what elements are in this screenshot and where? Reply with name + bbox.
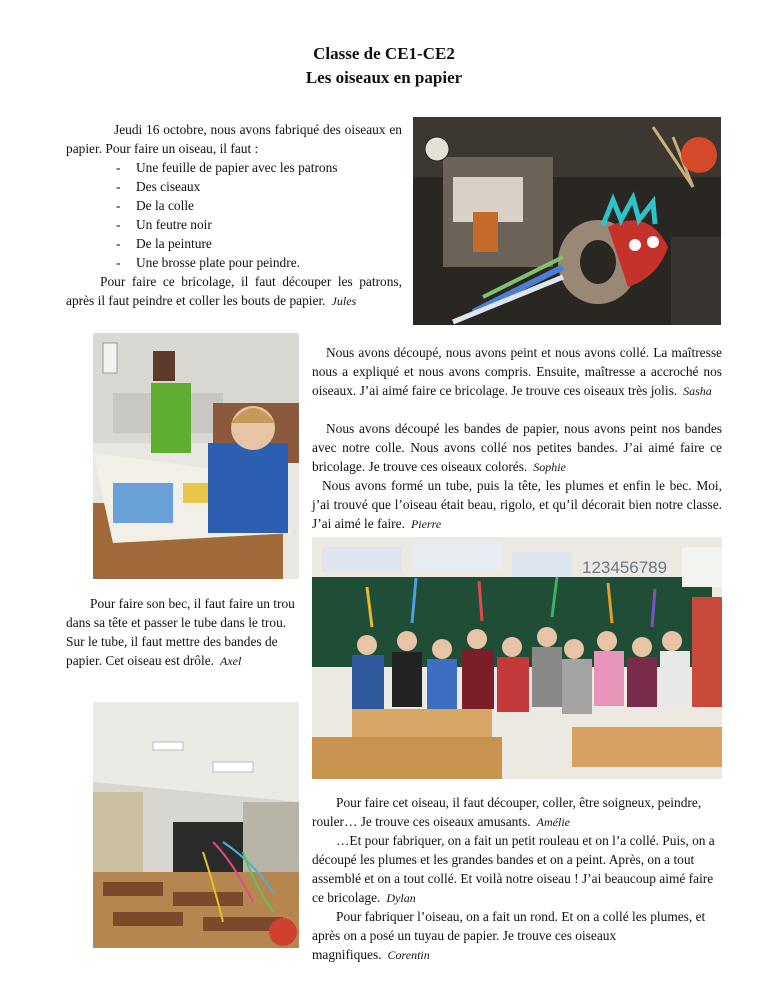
amelie-paragraph bbox=[312, 793, 726, 832]
corentin-text: Pour fabriquer l’oiseau, on a fait un rond. Et on a collé les plumes, et après on a posé un tuyau de papier. Je trouve ces oiseaux magnifiques. bbox=[312, 909, 706, 962]
material-item: - Des ciseaux bbox=[116, 177, 402, 196]
author-dylan: Dylan bbox=[386, 891, 416, 905]
material-item: - De la colle bbox=[116, 196, 402, 215]
corentin-paragraph bbox=[312, 907, 726, 965]
materials-list bbox=[116, 158, 402, 272]
pierre-paragraph bbox=[312, 476, 722, 534]
photo-classroom-ceiling bbox=[93, 702, 299, 948]
author-pierre: Pierre bbox=[410, 517, 442, 531]
author-jules: Jules bbox=[331, 294, 357, 308]
author-corentin: Corentin bbox=[387, 948, 430, 962]
photo-children-crafting bbox=[93, 333, 299, 579]
photo-class-group bbox=[312, 537, 722, 779]
author-axel: Axel bbox=[220, 654, 242, 668]
sophie-text: Nous avons découpé les bandes de papier, nous avons peint nos bandes avec notre colle. Nous avons collé nos petites bandes. J’ai aimé faire ce bricolage. Je trouve ces oiseaux colorés. bbox=[312, 421, 722, 474]
material-item: - Une brosse plate pour peindre. bbox=[116, 253, 402, 272]
amelie-text: Pour faire cet oiseau, il faut découper, coller, être soigneux, peindre, rouler… Je trouve ces oiseaux amusants. bbox=[312, 795, 702, 829]
axel-paragraph bbox=[66, 594, 304, 671]
author-sasha: Sasha bbox=[683, 384, 712, 398]
author-sophie: Sophie bbox=[533, 460, 566, 474]
material-item: - Un feutre noir bbox=[116, 215, 402, 234]
material-item: - Une feuille de papier avec les patrons bbox=[116, 158, 402, 177]
board-digits: 123456789 bbox=[582, 558, 668, 577]
pierre-text: Nous avons formé un tube, puis la tête, les plumes et enfin le bec. Moi, j’ai trouvé que l’oiseau était beau, rigolo, et qu’il décorait bien notre classe. J’ai aimé le faire. bbox=[312, 478, 722, 531]
page-subtitle: Les oiseaux en papier bbox=[305, 68, 463, 87]
axel-text: Pour faire son bec, il faut faire un trou dans sa tête et passer le tube dans le trou. Sur le tube, il faut mettre des bandes de papier. Cet oiseau est drôle. bbox=[66, 596, 295, 668]
photo-hanging-bird bbox=[413, 117, 721, 325]
jules-outro: Pour faire ce bricolage, il faut découper les patrons, après il faut peindre et coller les bouts de papier. bbox=[66, 274, 402, 308]
jules-intro: Jeudi 16 octobre, nous avons fabriqué des oiseaux en papier. Pour faire un oiseau, il faut : bbox=[66, 122, 402, 156]
page-title: Classe de CE1-CE2 bbox=[313, 44, 455, 63]
sasha-paragraph bbox=[312, 343, 722, 401]
sophie-paragraph bbox=[312, 419, 722, 477]
author-amelie: Amélie bbox=[536, 815, 570, 829]
sasha-text: Nous avons découpé, nous avons peint et nous avons collé. La maîtresse nous a expliqué et nous avons compris. Ensuite, maîtresse a accroché nos oiseaux. J’ai aimé faire ce bricolage. Je trouve ces oiseaux très jolis. bbox=[312, 345, 722, 398]
dylan-paragraph bbox=[312, 831, 726, 908]
jules-paragraph bbox=[66, 120, 402, 311]
material-item: - De la peinture bbox=[116, 234, 402, 253]
dylan-text: …Et pour fabriquer, on a fait un petit rouleau et on l’a collé. Puis, on a découpé les plumes et les grandes bandes et on a peint. Après, on a tout assemblé et on a tout collé. Et voilà notre oiseau ! J’ai beaucoup aimé faire ce bricolage. bbox=[312, 833, 715, 905]
